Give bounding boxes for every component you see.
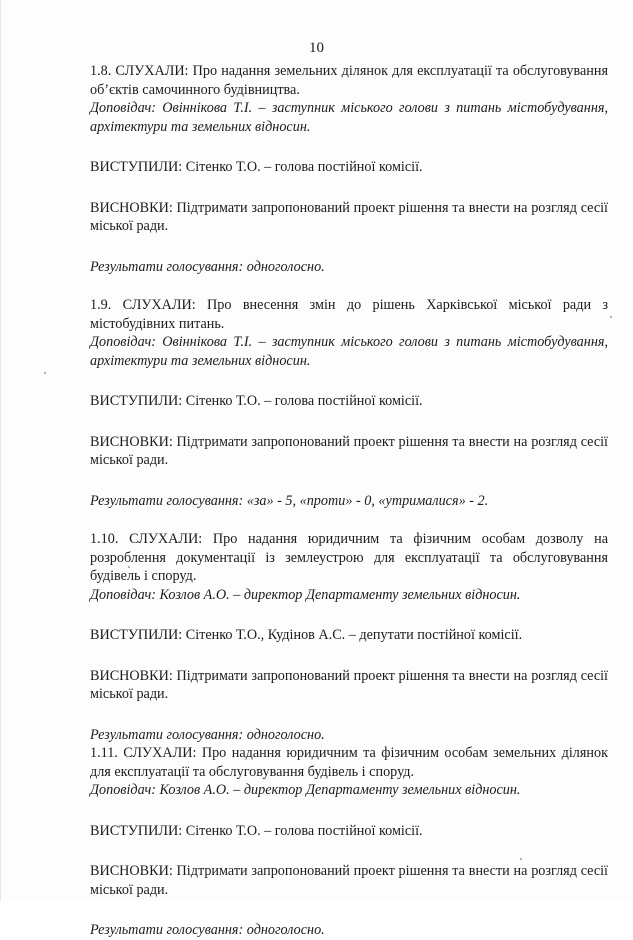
spoke-text: ВИСТУПИЛИ: Сітенко Т.О., Кудінов А.С. – депутати постійної комісії.: [90, 627, 523, 643]
scan-speck: [128, 566, 130, 568]
conclusions-text: ВИСНОВКИ: Підтримати запропонований проект рішення та внести на розгляд сесії міської ради.: [90, 199, 608, 234]
vote-result: Результати голосування: одноголосно.: [90, 726, 325, 743]
conclusions-text: ВИСНОВКИ: Підтримати запропонований проект рішення та внести на розгляд сесії міської ради.: [90, 863, 608, 898]
scan-edge: [0, 0, 1, 901]
heard-text: 1.10. СЛУХАЛИ: Про надання юридичним та фізичним особам дозволу на розроблення документації із землеустрою для експлуатації та обслуговування будівель і споруд.: [90, 531, 608, 584]
heard-text: 1.11. СЛУХАЛИ: Про надання юридичним та фізичним особам земельних ділянок для експлуатації та обслуговування будівель і споруд.: [90, 745, 608, 780]
scan-speck: [44, 372, 46, 374]
speaker-text: Доповідач: Овіннікова Т.І. – заступник міського голови з питань містобудування, архітектури та земельних відносин.: [90, 334, 608, 369]
agenda-item-1-11: [90, 744, 608, 940]
vote-result: Результати голосування: одноголосно.: [90, 258, 325, 275]
agenda-item-1-8: [90, 62, 608, 276]
spoke-text: ВИСТУПИЛИ: Сітенко Т.О. – голова постійної комісії.: [90, 822, 423, 839]
agenda-item-1-9: [90, 296, 608, 510]
page-number: 10: [309, 40, 324, 56]
conclusions-text: ВИСНОВКИ: Підтримати запропонований проект рішення та внести на розгляд сесії міської ради.: [90, 667, 608, 702]
spoke-text: ВИСТУПИЛИ: Сітенко Т.О. – голова постійної комісії.: [90, 159, 423, 175]
scan-speck: [610, 316, 612, 318]
speaker-text: Доповідач: Козлов А.О. – директор Департаменту земельних відносин.: [90, 586, 521, 603]
heard-text: 1.8. СЛУХАЛИ: Про надання земельних ділянок для експлуатації та обслуговування об’єктів самочинного будівництва.: [90, 63, 608, 98]
speaker-text: Доповідач: Овіннікова Т.І. – заступник міського голови з питань містобудування, архітектури та земельних відносин.: [90, 100, 608, 135]
speaker-text: Доповідач: Козлов А.О. – директор Департаменту земельних відносин.: [90, 782, 521, 798]
agenda-item-1-10: [90, 530, 608, 744]
heard-text: 1.9. СЛУХАЛИ: Про внесення змін до рішень Харківської міської ради з містобудівних питань.: [90, 297, 608, 332]
page-content: [90, 62, 608, 940]
spoke-text: ВИСТУПИЛИ: Сітенко Т.О. – голова постійної комісії.: [90, 393, 423, 409]
vote-result: Результати голосування: «за» - 5, «проти» - 0, «утрималися» - 2.: [90, 492, 489, 509]
vote-result: Результати голосування: одноголосно.: [90, 922, 325, 938]
scan-speck: [520, 858, 522, 860]
conclusions-text: ВИСНОВКИ: Підтримати запропонований проект рішення та внести на розгляд сесії міської ради.: [90, 433, 608, 468]
